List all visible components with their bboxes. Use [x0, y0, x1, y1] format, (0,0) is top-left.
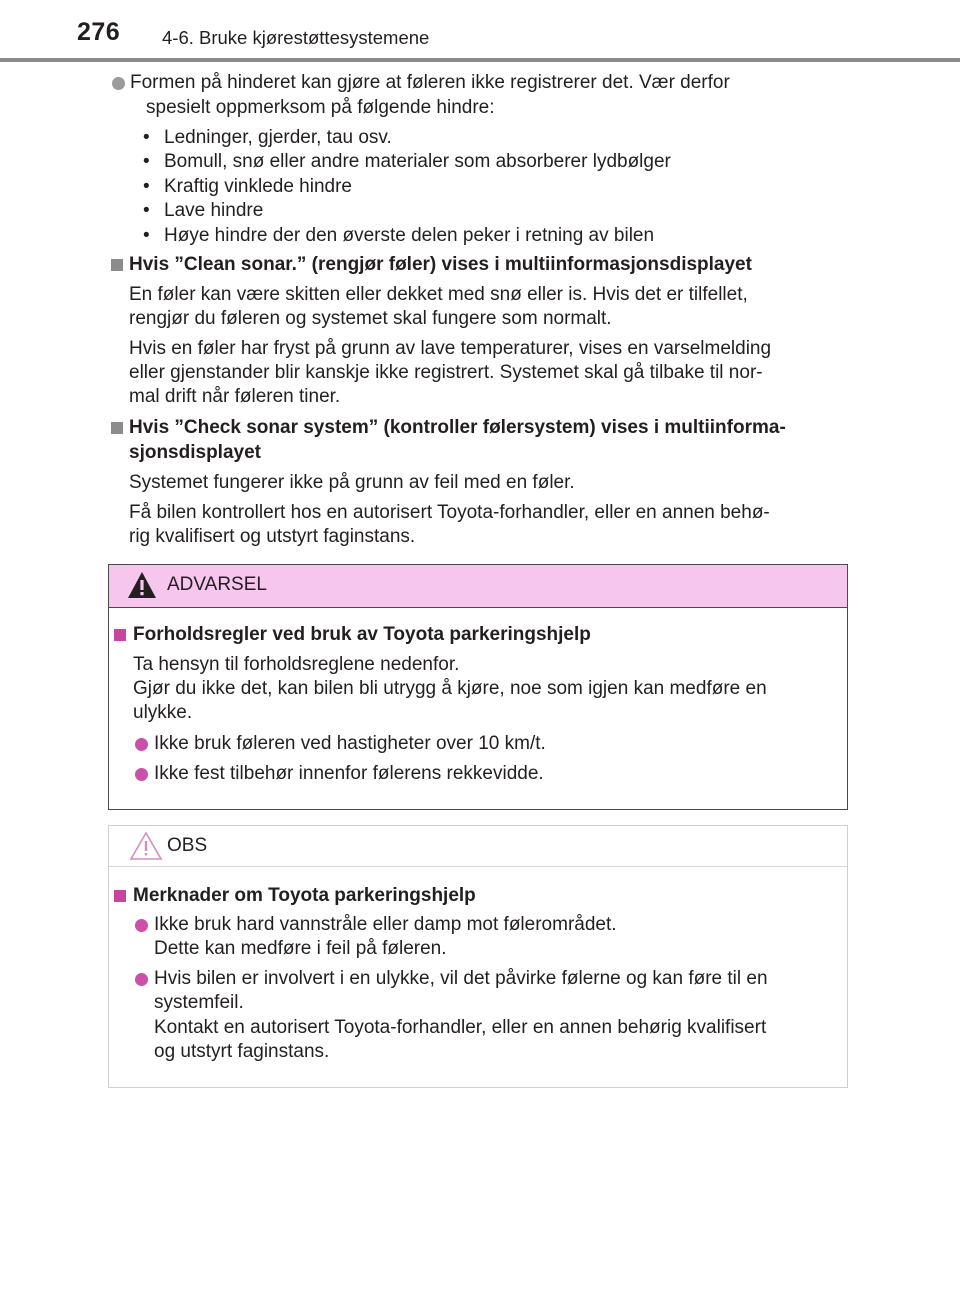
round-bullet-icon [135, 919, 148, 932]
list-item: • Kraftig vinklede hindre [145, 175, 352, 200]
round-bullet-icon [135, 738, 148, 751]
check-sonar-text: rig kvalifisert og utstyrt faginstans. [129, 526, 416, 547]
list-item: • Lave hindre [145, 199, 263, 224]
clean-sonar-text: eller gjenstander blir kanskje ikke registrert. Systemet skal gå tilbake til nor- [129, 362, 763, 383]
square-bullet-icon [114, 890, 126, 902]
notice-label: OBS [167, 835, 208, 856]
clean-sonar-text: mal drift når føleren tiner. [129, 386, 341, 407]
check-sonar-text: Systemet fungerer ikke på grunn av feil med en føler. [129, 472, 575, 493]
notice-text: Ikke bruk hard vannstråle eller damp mot følerområdet. [154, 914, 617, 935]
list-item: • Ledninger, gjerder, tau osv. [145, 126, 392, 151]
square-bullet-icon [111, 422, 123, 434]
notice-text: Hvis bilen er involvert i en ulykke, vil det påvirke følerne og kan føre til en [154, 968, 768, 989]
warning-box [108, 564, 848, 810]
warning-label: ADVARSEL [167, 574, 267, 595]
warning-text: Ta hensyn til forholdsreglene nedenfor. [133, 654, 460, 675]
check-sonar-heading: sjonsdisplayet [129, 442, 261, 463]
intro-line-1: Formen på hinderet kan gjøre at føleren ikke registrerer det. Vær derfor [130, 72, 730, 93]
warning-box-header [109, 565, 847, 608]
page-number: 276 [77, 18, 121, 46]
notice-text: og utstyrt faginstans. [154, 1041, 330, 1062]
round-bullet-icon [112, 77, 125, 90]
clean-sonar-text: rengjør du føleren og systemet skal fungere som normalt. [129, 308, 612, 329]
clean-sonar-text: Hvis en føler har fryst på grunn av lave temperaturer, vises en varselmelding [129, 338, 772, 359]
section-title: 4-6. Bruke kjørestøttesystemene [162, 27, 430, 48]
page-header [0, 0, 960, 62]
notice-text: Dette kan medføre i feil på føleren. [154, 938, 447, 959]
warning-text: ulykke. [133, 702, 193, 723]
notice-box [108, 825, 848, 1088]
warning-triangle-icon [127, 571, 157, 599]
clean-sonar-text: En føler kan være skitten eller dekket med snø eller is. Hvis det er tilfellet, [129, 284, 748, 305]
warning-heading: Forholdsregler ved bruk av Toyota parkeringshjelp [133, 624, 591, 645]
square-bullet-icon [111, 259, 123, 271]
round-bullet-icon [135, 768, 148, 781]
check-sonar-text: Få bilen kontrollert hos en autorisert Toyota-forhandler, eller en annen behø- [129, 502, 770, 523]
warning-text: Gjør du ikke det, kan bilen bli utrygg å kjøre, noe som igjen kan medføre en [133, 678, 767, 699]
intro-line-2: spesielt oppmerksom på følgende hindre: [146, 97, 495, 118]
square-bullet-icon [114, 629, 126, 641]
notice-text: systemfeil. [154, 992, 244, 1013]
list-item: • Høye hindre der den øverste delen peker i retning av bilen [145, 224, 654, 249]
header-divider [0, 58, 960, 62]
clean-sonar-heading: Hvis ”Clean sonar.” (rengjør føler) vises i multiinformasjonsdisplayet [129, 254, 752, 275]
list-item: • Bomull, snø eller andre materialer som absorberer lydbølger [145, 150, 671, 175]
round-bullet-icon [135, 973, 148, 986]
notice-text: Kontakt en autorisert Toyota-forhandler, eller en annen behørig kvalifisert [154, 1017, 767, 1038]
notice-heading: Merknader om Toyota parkeringshjelp [133, 885, 476, 906]
caution-outline-icon [129, 831, 163, 861]
warning-bullet-text: Ikke bruk føleren ved hastigheter over 10 km/t. [154, 733, 546, 754]
warning-bullet-text: Ikke fest tilbehør innenfor følerens rekkevidde. [154, 763, 544, 784]
notice-box-header [109, 826, 847, 867]
check-sonar-heading: Hvis ”Check sonar system” (kontroller følersystem) vises i multiinforma- [129, 417, 786, 438]
